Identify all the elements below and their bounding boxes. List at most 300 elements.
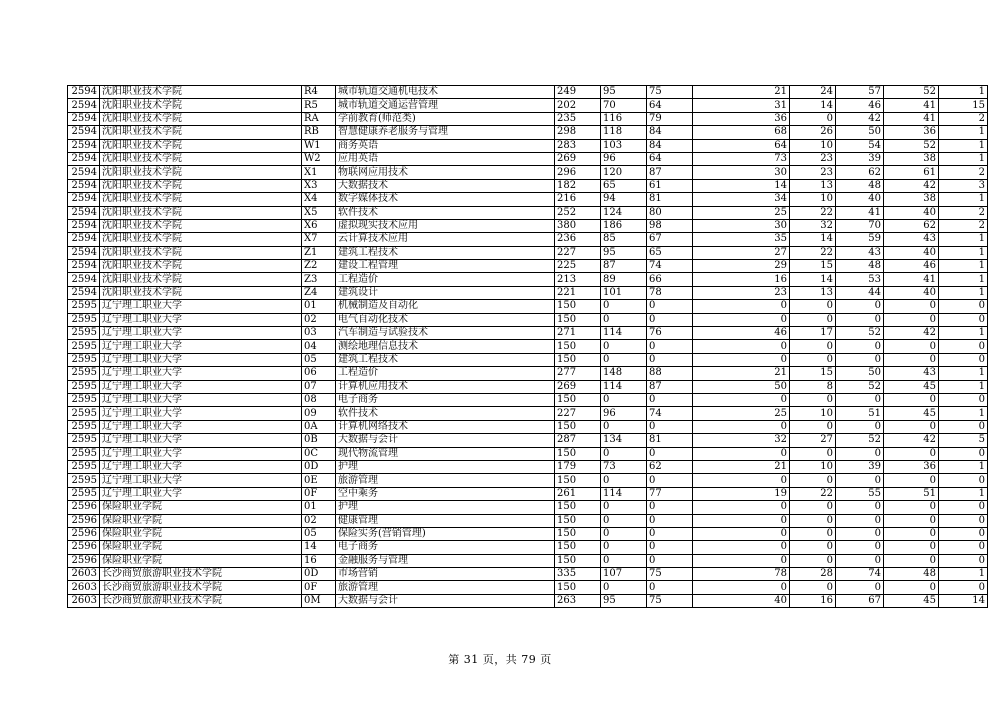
cell-col-6: 118 <box>601 126 647 139</box>
cell-major-code: 07 <box>302 380 336 393</box>
table-row <box>68 286 988 299</box>
cell-col-11: 42 <box>884 179 939 192</box>
cell-col-9: 0 <box>790 420 836 433</box>
cell-col-12: 0 <box>939 420 988 433</box>
cell-school-name: 辽宁理工职业大学 <box>100 380 302 393</box>
cell-col-8: 36 <box>693 112 790 125</box>
cell-col-8: 0 <box>693 300 790 313</box>
cell-col-12: 0 <box>939 514 988 527</box>
cell-col-12: 0 <box>939 474 988 487</box>
cell-col-8: 0 <box>693 420 790 433</box>
cell-major-code: 14 <box>302 541 336 554</box>
cell-school-name: 辽宁理工职业大学 <box>100 313 302 326</box>
cell-col-8: 21 <box>693 86 790 99</box>
cell-col-9: 24 <box>790 86 836 99</box>
cell-col-6: 186 <box>601 219 647 232</box>
cell-col-7: 0 <box>647 474 693 487</box>
cell-col-12: 0 <box>939 447 988 460</box>
cell-major-name: 护理 <box>336 460 555 473</box>
cell-major-code: Z1 <box>302 246 336 259</box>
cell-major-name: 应用英语 <box>336 152 555 165</box>
table-row <box>68 474 988 487</box>
cell-col-6: 73 <box>601 460 647 473</box>
cell-col-8: 0 <box>693 527 790 540</box>
cell-col-8: 0 <box>693 313 790 326</box>
cell-school-name: 辽宁理工职业大学 <box>100 434 302 447</box>
cell-school-code: 2594 <box>68 273 100 286</box>
cell-school-name: 保险职业学院 <box>100 541 302 554</box>
cell-col-12: 0 <box>939 501 988 514</box>
cell-col-8: 68 <box>693 126 790 139</box>
cell-col-8: 32 <box>693 434 790 447</box>
cell-major-name: 大数据技术 <box>336 179 555 192</box>
cell-col-9: 15 <box>790 367 836 380</box>
cell-school-code: 2595 <box>68 420 100 433</box>
cell-major-name: 现代物流管理 <box>336 447 555 460</box>
table-row <box>68 581 988 594</box>
cell-col-12: 2 <box>939 166 988 179</box>
cell-col-9: 15 <box>790 260 836 273</box>
cell-col-6: 0 <box>601 541 647 554</box>
cell-plan-count: 335 <box>555 568 601 581</box>
cell-plan-count: 150 <box>555 353 601 366</box>
cell-col-6: 103 <box>601 139 647 152</box>
cell-school-code: 2594 <box>68 166 100 179</box>
cell-col-9: 0 <box>790 313 836 326</box>
cell-school-name: 辽宁理工职业大学 <box>100 420 302 433</box>
cell-col-11: 42 <box>884 327 939 340</box>
cell-major-code: 01 <box>302 501 336 514</box>
cell-col-7: 74 <box>647 260 693 273</box>
cell-col-8: 0 <box>693 340 790 353</box>
cell-col-8: 14 <box>693 179 790 192</box>
cell-plan-count: 150 <box>555 554 601 567</box>
cell-col-11: 0 <box>884 353 939 366</box>
cell-col-6: 120 <box>601 166 647 179</box>
cell-col-6: 0 <box>601 554 647 567</box>
cell-col-6: 101 <box>601 286 647 299</box>
cell-col-7: 75 <box>647 594 693 607</box>
cell-col-6: 107 <box>601 568 647 581</box>
cell-col-10: 51 <box>836 407 884 420</box>
cell-col-9: 8 <box>790 380 836 393</box>
cell-school-code: 2596 <box>68 514 100 527</box>
cell-col-8: 21 <box>693 460 790 473</box>
table-row <box>68 353 988 366</box>
cell-col-6: 95 <box>601 594 647 607</box>
cell-col-12: 1 <box>939 367 988 380</box>
cell-major-name: 软件技术 <box>336 206 555 219</box>
cell-major-name: 电子商务 <box>336 393 555 406</box>
cell-col-6: 0 <box>601 300 647 313</box>
cell-col-6: 0 <box>601 420 647 433</box>
cell-col-8: 0 <box>693 541 790 554</box>
cell-school-code: 2595 <box>68 367 100 380</box>
cell-major-name: 商务英语 <box>336 139 555 152</box>
cell-school-code: 2595 <box>68 474 100 487</box>
cell-col-10: 59 <box>836 233 884 246</box>
cell-col-10: 50 <box>836 126 884 139</box>
cell-col-9: 0 <box>790 527 836 540</box>
cell-col-9: 0 <box>790 447 836 460</box>
cell-school-name: 保险职业学院 <box>100 501 302 514</box>
cell-col-10: 0 <box>836 514 884 527</box>
cell-col-7: 98 <box>647 219 693 232</box>
cell-col-7: 0 <box>647 581 693 594</box>
cell-col-7: 0 <box>647 353 693 366</box>
cell-school-name: 辽宁理工职业大学 <box>100 487 302 500</box>
cell-school-name: 沈阳职业技术学院 <box>100 273 302 286</box>
cell-col-11: 61 <box>884 166 939 179</box>
cell-col-10: 55 <box>836 487 884 500</box>
cell-col-12: 5 <box>939 434 988 447</box>
cell-plan-count: 221 <box>555 286 601 299</box>
cell-col-9: 26 <box>790 126 836 139</box>
cell-major-name: 健康管理 <box>336 514 555 527</box>
cell-major-code: 02 <box>302 313 336 326</box>
cell-plan-count: 296 <box>555 166 601 179</box>
cell-col-12: 1 <box>939 193 988 206</box>
cell-col-6: 114 <box>601 380 647 393</box>
cell-col-8: 21 <box>693 367 790 380</box>
cell-major-code: R4 <box>302 86 336 99</box>
cell-school-name: 辽宁理工职业大学 <box>100 353 302 366</box>
cell-col-8: 0 <box>693 501 790 514</box>
cell-major-code: X6 <box>302 219 336 232</box>
cell-col-6: 0 <box>601 581 647 594</box>
cell-col-8: 35 <box>693 233 790 246</box>
cell-col-9: 14 <box>790 273 836 286</box>
cell-col-11: 43 <box>884 233 939 246</box>
cell-col-8: 73 <box>693 152 790 165</box>
cell-col-9: 0 <box>790 501 836 514</box>
cell-school-name: 沈阳职业技术学院 <box>100 112 302 125</box>
cell-major-name: 数字媒体技术 <box>336 193 555 206</box>
cell-plan-count: 150 <box>555 340 601 353</box>
cell-school-code: 2603 <box>68 581 100 594</box>
cell-col-9: 0 <box>790 300 836 313</box>
cell-col-7: 0 <box>647 554 693 567</box>
cell-major-code: 02 <box>302 514 336 527</box>
cell-col-9: 0 <box>790 340 836 353</box>
cell-col-8: 29 <box>693 260 790 273</box>
cell-col-9: 22 <box>790 487 836 500</box>
cell-major-name: 城市轨道交通机电技术 <box>336 86 555 99</box>
cell-school-code: 2595 <box>68 447 100 460</box>
cell-col-10: 0 <box>836 501 884 514</box>
cell-col-7: 80 <box>647 206 693 219</box>
cell-col-11: 51 <box>884 487 939 500</box>
cell-col-6: 114 <box>601 327 647 340</box>
cell-major-name: 工程造价 <box>336 273 555 286</box>
cell-col-7: 0 <box>647 420 693 433</box>
cell-col-11: 62 <box>884 219 939 232</box>
cell-major-code: 01 <box>302 300 336 313</box>
table-row <box>68 594 988 607</box>
cell-col-9: 0 <box>790 393 836 406</box>
cell-col-10: 52 <box>836 327 884 340</box>
table-row <box>68 568 988 581</box>
cell-col-11: 40 <box>884 286 939 299</box>
cell-school-name: 沈阳职业技术学院 <box>100 99 302 112</box>
cell-col-7: 62 <box>647 460 693 473</box>
cell-col-8: 0 <box>693 353 790 366</box>
cell-school-code: 2594 <box>68 112 100 125</box>
cell-col-7: 0 <box>647 514 693 527</box>
cell-col-10: 0 <box>836 313 884 326</box>
cell-school-name: 辽宁理工职业大学 <box>100 327 302 340</box>
cell-major-name: 电子商务 <box>336 541 555 554</box>
cell-col-12: 1 <box>939 152 988 165</box>
cell-col-12: 0 <box>939 581 988 594</box>
cell-col-11: 45 <box>884 380 939 393</box>
cell-col-10: 0 <box>836 541 884 554</box>
cell-col-12: 1 <box>939 86 988 99</box>
cell-col-10: 74 <box>836 568 884 581</box>
cell-plan-count: 213 <box>555 273 601 286</box>
cell-major-name: 旅游管理 <box>336 581 555 594</box>
cell-col-11: 0 <box>884 340 939 353</box>
cell-major-name: 云计算技术应用 <box>336 233 555 246</box>
cell-major-code: Z3 <box>302 273 336 286</box>
cell-major-code: 09 <box>302 407 336 420</box>
cell-col-11: 48 <box>884 568 939 581</box>
cell-col-6: 114 <box>601 487 647 500</box>
cell-major-code: W2 <box>302 152 336 165</box>
cell-col-7: 77 <box>647 487 693 500</box>
cell-col-12: 0 <box>939 340 988 353</box>
cell-major-name: 大数据与会计 <box>336 434 555 447</box>
table-row <box>68 152 988 165</box>
cell-col-12: 1 <box>939 407 988 420</box>
cell-major-name: 物联网应用技术 <box>336 166 555 179</box>
cell-major-code: 0C <box>302 447 336 460</box>
cell-col-10: 41 <box>836 206 884 219</box>
table-row <box>68 139 988 152</box>
cell-col-11: 0 <box>884 313 939 326</box>
cell-major-code: 06 <box>302 367 336 380</box>
cell-col-11: 45 <box>884 594 939 607</box>
cell-col-10: 46 <box>836 99 884 112</box>
cell-col-7: 84 <box>647 139 693 152</box>
cell-school-name: 沈阳职业技术学院 <box>100 86 302 99</box>
cell-col-6: 0 <box>601 340 647 353</box>
cell-major-code: 0A <box>302 420 336 433</box>
cell-col-10: 0 <box>836 300 884 313</box>
cell-school-code: 2594 <box>68 179 100 192</box>
cell-school-name: 长沙商贸旅游职业技术学院 <box>100 581 302 594</box>
cell-school-code: 2595 <box>68 487 100 500</box>
cell-school-name: 沈阳职业技术学院 <box>100 206 302 219</box>
cell-school-code: 2596 <box>68 501 100 514</box>
cell-school-name: 沈阳职业技术学院 <box>100 139 302 152</box>
cell-col-6: 0 <box>601 447 647 460</box>
cell-major-code: 0D <box>302 460 336 473</box>
cell-col-11: 0 <box>884 527 939 540</box>
cell-col-8: 16 <box>693 273 790 286</box>
cell-col-9: 10 <box>790 139 836 152</box>
cell-school-code: 2594 <box>68 139 100 152</box>
table-row <box>68 99 988 112</box>
cell-col-6: 0 <box>601 313 647 326</box>
cell-col-10: 42 <box>836 112 884 125</box>
cell-major-name: 大数据与会计 <box>336 594 555 607</box>
cell-plan-count: 150 <box>555 501 601 514</box>
cell-school-name: 辽宁理工职业大学 <box>100 393 302 406</box>
cell-col-11: 43 <box>884 367 939 380</box>
cell-major-name: 工程造价 <box>336 367 555 380</box>
cell-col-6: 148 <box>601 367 647 380</box>
cell-major-code: 0F <box>302 581 336 594</box>
cell-school-name: 沈阳职业技术学院 <box>100 126 302 139</box>
cell-col-6: 85 <box>601 233 647 246</box>
cell-major-code: R5 <box>302 99 336 112</box>
cell-col-10: 52 <box>836 380 884 393</box>
cell-col-7: 0 <box>647 541 693 554</box>
cell-col-11: 52 <box>884 139 939 152</box>
cell-col-9: 10 <box>790 193 836 206</box>
table-row <box>68 126 988 139</box>
cell-school-name: 保险职业学院 <box>100 554 302 567</box>
cell-school-code: 2603 <box>68 594 100 607</box>
table-row <box>68 313 988 326</box>
cell-school-name: 长沙商贸旅游职业技术学院 <box>100 568 302 581</box>
cell-col-10: 43 <box>836 246 884 259</box>
cell-major-name: 建筑工程技术 <box>336 246 555 259</box>
cell-col-6: 0 <box>601 353 647 366</box>
cell-col-6: 0 <box>601 474 647 487</box>
cell-school-code: 2594 <box>68 246 100 259</box>
cell-major-name: 电气自动化技术 <box>336 313 555 326</box>
cell-col-10: 40 <box>836 193 884 206</box>
table-row <box>68 501 988 514</box>
cell-school-code: 2595 <box>68 327 100 340</box>
cell-major-code: X7 <box>302 233 336 246</box>
cell-col-6: 95 <box>601 86 647 99</box>
cell-col-6: 87 <box>601 260 647 273</box>
cell-col-12: 0 <box>939 353 988 366</box>
cell-col-9: 17 <box>790 327 836 340</box>
cell-col-11: 40 <box>884 206 939 219</box>
cell-major-name: 建筑工程技术 <box>336 353 555 366</box>
cell-major-name: 金融服务与管理 <box>336 554 555 567</box>
table-row <box>68 112 988 125</box>
cell-major-code: 0E <box>302 474 336 487</box>
cell-school-code: 2595 <box>68 460 100 473</box>
cell-col-10: 0 <box>836 474 884 487</box>
cell-col-6: 0 <box>601 514 647 527</box>
cell-col-10: 0 <box>836 393 884 406</box>
cell-school-code: 2595 <box>68 407 100 420</box>
cell-school-name: 保险职业学院 <box>100 514 302 527</box>
cell-col-11: 36 <box>884 126 939 139</box>
cell-major-name: 计算机网络技术 <box>336 420 555 433</box>
cell-col-10: 39 <box>836 152 884 165</box>
cell-col-7: 0 <box>647 447 693 460</box>
cell-col-9: 0 <box>790 112 836 125</box>
table-row <box>68 514 988 527</box>
table-row <box>68 487 988 500</box>
cell-col-12: 2 <box>939 219 988 232</box>
cell-col-11: 36 <box>884 460 939 473</box>
table-row <box>68 380 988 393</box>
cell-col-11: 41 <box>884 112 939 125</box>
cell-col-7: 0 <box>647 313 693 326</box>
cell-col-8: 19 <box>693 487 790 500</box>
cell-col-6: 96 <box>601 407 647 420</box>
cell-col-8: 23 <box>693 286 790 299</box>
cell-col-7: 0 <box>647 527 693 540</box>
cell-col-9: 22 <box>790 206 836 219</box>
cell-col-11: 0 <box>884 501 939 514</box>
cell-major-name: 软件技术 <box>336 407 555 420</box>
table-row <box>68 340 988 353</box>
cell-col-10: 57 <box>836 86 884 99</box>
cell-col-12: 2 <box>939 112 988 125</box>
cell-school-code: 2594 <box>68 126 100 139</box>
table-row <box>68 219 988 232</box>
cell-col-8: 0 <box>693 393 790 406</box>
cell-col-12: 0 <box>939 313 988 326</box>
cell-school-name: 沈阳职业技术学院 <box>100 286 302 299</box>
cell-major-code: Z4 <box>302 286 336 299</box>
cell-major-name: 市场营销 <box>336 568 555 581</box>
cell-col-7: 64 <box>647 152 693 165</box>
cell-col-7: 87 <box>647 380 693 393</box>
cell-major-code: Z2 <box>302 260 336 273</box>
cell-major-code: W1 <box>302 139 336 152</box>
cell-school-code: 2594 <box>68 152 100 165</box>
cell-major-code: 0D <box>302 568 336 581</box>
cell-school-name: 沈阳职业技术学院 <box>100 166 302 179</box>
cell-col-8: 40 <box>693 594 790 607</box>
cell-col-12: 14 <box>939 594 988 607</box>
cell-col-10: 48 <box>836 179 884 192</box>
table-row <box>68 193 988 206</box>
cell-major-code: RB <box>302 126 336 139</box>
cell-col-8: 31 <box>693 99 790 112</box>
table-row <box>68 246 988 259</box>
cell-col-9: 0 <box>790 514 836 527</box>
cell-col-7: 66 <box>647 273 693 286</box>
cell-col-10: 52 <box>836 434 884 447</box>
table-row <box>68 420 988 433</box>
cell-school-name: 沈阳职业技术学院 <box>100 152 302 165</box>
cell-major-code: X5 <box>302 206 336 219</box>
cell-major-name: 测绘地理信息技术 <box>336 340 555 353</box>
cell-col-9: 28 <box>790 568 836 581</box>
cell-school-code: 2594 <box>68 86 100 99</box>
cell-col-6: 0 <box>601 501 647 514</box>
cell-col-11: 38 <box>884 152 939 165</box>
cell-col-8: 34 <box>693 193 790 206</box>
cell-plan-count: 271 <box>555 327 601 340</box>
cell-plan-count: 150 <box>555 474 601 487</box>
cell-plan-count: 277 <box>555 367 601 380</box>
cell-col-11: 0 <box>884 474 939 487</box>
cell-school-name: 辽宁理工职业大学 <box>100 447 302 460</box>
table-row <box>68 367 988 380</box>
cell-col-7: 81 <box>647 434 693 447</box>
cell-col-7: 87 <box>647 166 693 179</box>
cell-col-10: 0 <box>836 353 884 366</box>
cell-school-name: 沈阳职业技术学院 <box>100 233 302 246</box>
cell-major-name: 汽车制造与试验技术 <box>336 327 555 340</box>
cell-col-6: 89 <box>601 273 647 286</box>
cell-col-10: 44 <box>836 286 884 299</box>
cell-col-8: 0 <box>693 554 790 567</box>
cell-col-6: 95 <box>601 246 647 259</box>
